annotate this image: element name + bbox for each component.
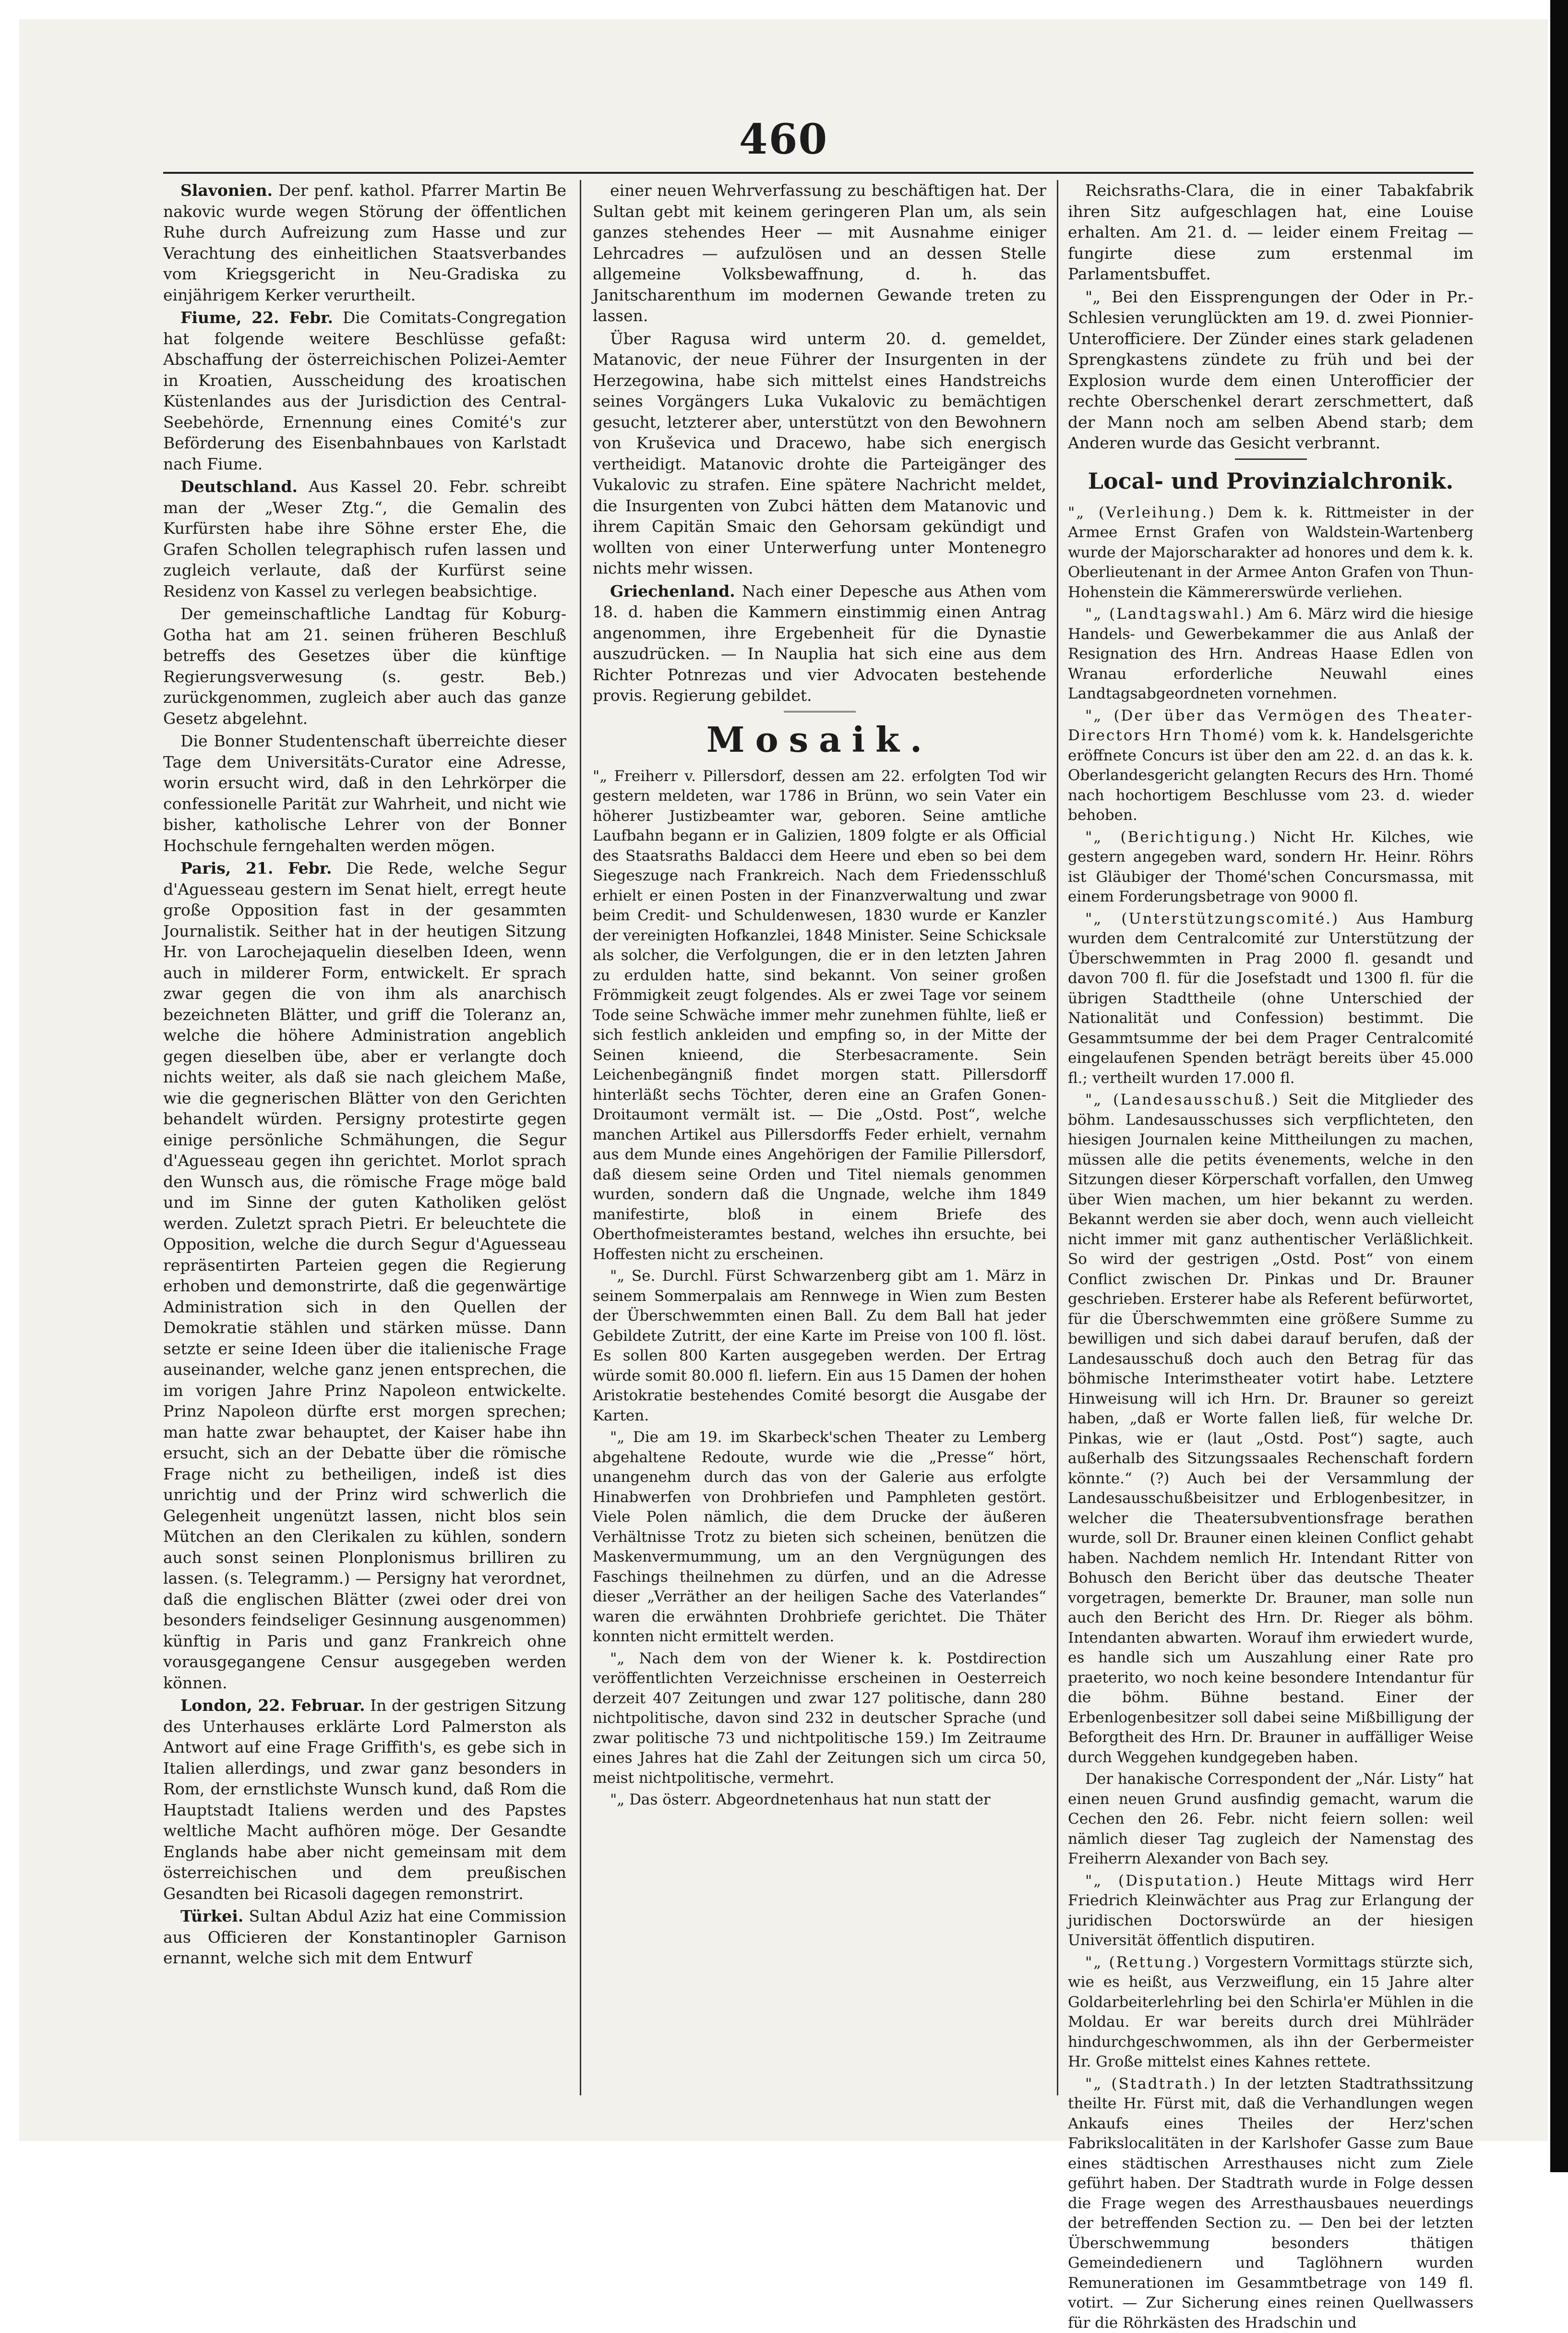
column-2 [593, 180, 1046, 2095]
article-heading: Slavonien. [180, 181, 273, 200]
article-text: Die Comitats-Congregation hat folgende weitere Beschlüsse gefaßt: Abschaffung der österreichischen Polizei-Aemter in Kroatien, Ausscheidung des kroatischen Küstenlandes aus der Jurisdiction des Central-Seebehörde, Ernennung eines Comité's zur Beförderung des Eisenbahnbaues von Karlstadt nach Fiume. [163, 308, 566, 473]
article-text: Aus Hamburg wurden dem Centralcomité zur Unterstützung der Überschwemmten in Prag 2000 fl. gesandt und davon 700 fl. für die Josefstadt und 1300 fl. für die übrigen Stadttheile (ohne Unterschied der Nationalität und Confession) bestimmt. Die Gesammtsumme der bei dem Prager Centralcomité eingelaufenen Spenden beträgt bereits über 45.000 fl.; vertheilt wurden 17.000 fl. [1068, 910, 1473, 1087]
article-heading: Paris, 21. Febr. [180, 859, 332, 878]
article-paragraph [163, 858, 566, 1693]
article-heading: Türkei. [180, 1907, 243, 1925]
article-text: Sultan Abdul Aziz hat eine Commission aus Officieren der Konstantinopler Garnison ernannt, welche sich mit dem Entwurf [163, 1907, 566, 1967]
article-paragraph [1068, 604, 1473, 704]
article-heading: "„ (Berichtigung.) [1085, 829, 1257, 846]
newspaper-page [19, 19, 1548, 2141]
column-divider [580, 180, 581, 2095]
local-chronicle-title: Local- und Provinzialchronik. [1068, 467, 1473, 495]
article-text: In der letzten Stadtrathssitzung theilte Hr. Fürst mit, daß die Verhandlungen wegen Ankaufs eines Theiles der Herz'schen Fabrikslocalitäten in der Karlshofer Gasse zum Baue eines städtischen Arresthauses nicht zum Ziele geführt haben. Der Stadtrath wurde in Folge dessen die Frage wegen des Arresthausbaues neuerdings der betreffenden Section zu. — Den bei der letzten Überschwemmung besonders thätigen Gemeindedienern und Taglöhnern wurden Remunerationen im Gesammtbetrage von 149 fl. votirt. — Zur Sicherung eines reinen Quellwassers für die Röhrkästen des Hradschin und [1068, 2075, 1473, 2332]
article-paragraph [1068, 706, 1473, 826]
article-paragraph [163, 476, 566, 601]
article-paragraph [1068, 1953, 1473, 2072]
article-paragraph [163, 180, 566, 305]
article-text: Nicht Hr. Kilches, wie gestern angegeben ward, sondern Hr. Heinr. Röhrs ist Gläubiger der Thomé'schen Concursmassa, mit einem Forderungsbetrage von 9000 fl. [1068, 829, 1473, 906]
article-heading: "„ (Unterstützungscomité.) [1085, 910, 1339, 927]
article-paragraph [593, 328, 1046, 579]
article-text: Heute Mittags wird Herr Friedrich Kleinwächter aus Prag zur Erlangung der juridischen Doctorswürde an der hiesigen Universität öffentlich disputiren. [1068, 1872, 1473, 1949]
article-paragraph [593, 581, 1046, 706]
article-text: Der penf. kathol. Pfarrer Martin Be nakovic wurde wegen Störung der öffentlichen Ruhe durch Aufreizung zum Hasse und zur Verachtung des einheitlichen Staatsverbandes vom Kriegsgericht in Neu-Gradiska zu einjährigem Kerker verurtheilt. [163, 181, 566, 304]
article-text: Die Bonner Studentenschaft überreichte dieser Tage dem Universitäts-Curator eine Adresse, worin ersucht wird, daß in den Lehrkörper die confessionelle Parität zur Wahrheit, und nicht wie bisher, katholische Lehrer von der Bonner Hochschule ferngehalten werden mögen. [163, 732, 566, 855]
article-text: Vorgestern Vormittags stürzte sich, wie es heißt, aus Verzweiflung, ein 15 Jahre alter Goldarbeiterlehrling bei den Schirla'er Mühlen in die Moldau. Er war bereits durch drei Mühlräder hindurchgeschwommen, als ihn der Gerbermeister Hr. Große mittelst eines Kahnes rettete. [1068, 1954, 1473, 2071]
article-paragraph [163, 603, 566, 729]
article-text: Über Ragusa wird unterm 20. d. gemeldet, Matanovic, der neue Führer der Insurgenten in der Herzegowina, habe sich mittelst eines Handstreichs seines Vorgängers Luka Vukalovic zu bemächtigen gesucht, letzterer aber, unterstützt von den Bewohnern von Kruševica und Dracewo, habe sich energisch vertheidigt. Matanovic drohte die Parteigänger des Vukalovic zu strafen. Eine spätere Nachricht meldet, die Insurgenten von Zubci hätten dem Matanovic und ihrem Capitän Smaic den Gehorsam gekündigt und wollten von einer Unterwerfung unter Montenegro nichts mehr wissen. [593, 329, 1046, 578]
article-text: Aus Kassel 20. Febr. schreibt man der „Weser Ztg.“, die Gemalin des Kurfürsten habe ihre Söhne erster Ehe, die Grafen Schollen telegraphisch rufen lassen und zugleich verlaute, daß der Kurfürst seine Residenz von Kassel zu verlegen beabsichtige. [163, 477, 566, 601]
article-heading: "„ (Stadtrath.) [1085, 2075, 1217, 2092]
article-text: Der hanakische Correspondent der „Nár. Listy“ hat einen neuen Grund ausfindig gemacht, warum die Cechen den 26. Febr. nicht feiern sollen: weil nämlich dieser Tag zugleich der Namenstag des Freiherrn Alexander von Bach sey. [1068, 1770, 1473, 1867]
article-text: Dem k. k. Rittmeister in der Armee Ernst Grafen von Waldstein-Wartenberg wurde der Majorscharakter ad honores und dem k. k. Oberlieutenant in der Armee Anton Grafen von Thun-Hohenstein die Kämmererswürde verliehen. [1068, 504, 1473, 601]
column-divider [1057, 180, 1058, 2095]
mosaik-title: Mosaik. [593, 721, 1046, 759]
article-heading: Griechenland. [610, 582, 735, 601]
article-text: Am 6. März wird die hiesige Handels- und Gewerbekammer die aus Anlaß der Resignation des Hrn. Andreas Haase Edlen von Wranau erforderliche Neuwahl eines Landtagsabgeordneten vornehmen. [1068, 605, 1473, 702]
article-text: einer neuen Wehrverfassung zu beschäftigen hat. Der Sultan gebt mit keinem geringeren Plan um, als sein ganzes stehendes Heer — mit Ausnahme einiger Lehrcadres — aufzulösen und an dessen Stelle allgemeine Volksbewaffnung, d. h. das Janitscharenthum im modernen Gewande treten zu lassen. [593, 181, 1046, 325]
article-paragraph [1068, 503, 1473, 603]
article-text: Seit die Mitglieder des böhm. Landesausschusses sich verpflichteten, den hiesigen Journalen keine Mittheilungen zu machen, müssen alle die petits évenements, welche in den Sitzungen dieser Körperschaft vorfallen, den Umweg über Wien machen, um hier bekannt zu werden. Bekannt werden sie aber doch, wenn auch vielleicht nicht immer mit ganz authentischer Verläßlichkeit. So wird der gestrigen „Ostd. Post“ von einem Conflict zwischen Dr. Pinkas und Dr. Brauner geschrieben. Ersterer habe als Referent befürwortet, für die Überschwemmten eine größere Summe zu bewilligen und sich dabei darauf berufen, daß der Landesausschuß doch auch den Betrag für das böhmische Interimstheater votirt habe. Letztere Hinweisung will ich Hrn. Dr. Brauner so gereizt haben, „daß er Worte fallen ließ, für welche Dr. Pinkas, wie er (laut „Ostd. Post“) sagte, auch außerhalb des Sitzungssaales Rechenschaft fordern könnte.“ (?) Auch bei der Versammlung der Landesausschußbeisitzer und Erblogenbesitzer, in welcher die Theatersubventionsfrage berathen wurde, soll Dr. Brauner einen kleinen Conflict gehabt haben. Nachdem nemlich Hr. Intendant Ritter von Bohusch den Bericht über das deutsche Theater vorgetragen, bemerkte Dr. Brauner, man solle nun auch den Bericht des Hrn. Dr. Rieger als böhm. Intendanten abwarten. Worauf ihm erwiedert wurde, es handle sich um Auszahlung einer Rate pro praeterito, wo noch keine besondere Intendantur für die böhm. Bühne bestand. Einer der Erbenlogenbesitzer soll dabei seine Mißbilligung der Beforgtheit des Hrn. Dr. Brauner in auffälliger Weise durch Weggehen kundgegeben haben. [1068, 1091, 1473, 1766]
header-rule [163, 172, 1473, 174]
article-text: In der gestrigen Sitzung des Unterhauses erklärte Lord Palmerston als Antwort auf eine Frage Griffith's, es gebe sich in Italien allerdings, und zwar ganz besonders in Rom, der ernstlichste Wunsch kund, daß Rom die Hauptstadt Italiens werden und des Papstes weltliche Macht aufhören möge. Der Gesandte Englands habe aber nicht gemeinsam mit dem österreichischen und dem preußischen Gesandten bei Ricasoli dagegen remonstrirt. [163, 1696, 566, 1903]
article-paragraph: "„ Freiherr v. Pillersdorf, dessen am 22. erfolgten Tod wir gestern meldeten, war 1786 in Brünn, wo sein Vater ein höherer Justizbeamter war, geboren. Seine amtliche Laufbahn begann er in Galizien, 1809 folgte er als Official des Staatsraths Baldacci dem Heere und eben so bei dem Siegeszuge nach Frankreich. Nach dem Friedensschluß erhielt er einen Posten in der Finanzverwaltung und zwar beim Credit- und Schuldenwesen, 1830 wurde er Kanzler der vereinigten Hofkanzlei, 1848 Minister. Seine Schicksale als solcher, die Verfolgungen, die er in den letzten Jahren zu erdulden hatte, sind bekannt. Von seiner großen Frömmigkeit zeugt folgendes. Als er zwei Tage vor seinem Tode seine Schwäche immer mehr zunehmen fühlte, ließ er sich festlich ankleiden und empfing so, in der Mitte der Seinen knieend, die Sterbesacramente. Sein Leichenbegängniß findet morgen statt. Pillersdorff hinterläßt sechs Töchter, deren eine an Grafen Gonen-Droitaumont vermält ist. — Die „Ostd. Post“, welche manchen Artikel aus Pillersdorffs Feder erhielt, vernahm aus dem Munde eines Angehörigen der Familie Pillersdorf, daß diesem seine Orden und Titel niemals genommen wurden, sondern daß die Ungnade, welche ihm 1849 manifestirte, bloß in einem Briefe des Oberthofmeisteramtes bestand, welches ihn ersuchte, bei Hoffesten nicht zu erscheinen. [593, 767, 1046, 1265]
article-paragraph: "„ Nach dem von der Wiener k. k. Postdirection veröffentlichten Verzeichnisse erscheinen in Oesterreich derzeit 407 Zeitungen und zwar 127 politische, dann 280 nichtpolitische, davon sind 232 in deutscher Sprache (und zwar politische 73 und nichtpolitische 159.) Im Zeitraume eines Jahres hat die Zahl der Zeitungen sich um circa 50, meist nichtpolitische, vermehrt. [593, 1649, 1046, 1789]
article-paragraph [593, 180, 1046, 326]
article-paragraph [163, 1906, 566, 1969]
article-paragraph: Reichsraths-Clara, die in einer Tabakfabrik ihren Sitz aufgeschlagen hat, eine Louise erhalten. Am 21. d. — leider einem Freitag — fungirte diese zum erstenmal im Parlamentsbuffet. [1068, 180, 1473, 285]
column-1 [163, 180, 566, 2095]
scan-edge [1550, 0, 1568, 2172]
article-text: Die Rede, welche Segur d'Aguesseau gestern im Senat hielt, erregt heute große Opposition fast in der gesammten Journalistik. Seither hat in der heutigen Sitzung Hr. von Larochejaquelin dieselben Ideen, wenn auch in milderer Form, entwickelt. Er sprach zwar gegen die von ihm als anarchisch bezeichneten Blätter, und griff die Toleranz an, welche die höhere Administration angeblich gegen dieselben übe, aber er verlangte doch nichts weiter, als daß sie nach gleichem Maße, wie die gegnerischen Blätter von den Gerichten behandelt würden. Persigny protestirte gegen einige persönliche Schmähungen, die Segur d'Aguesseau gegen ihn gerichtet. Morlot sprach den Wunsch aus, die römische Frage möge bald und im Sinne der guten Katholiken gelöst werden. Zuletzt sprach Pietri. Er beleuchtete die Opposition, welche die durch Segur d'Aguesseau repräsentirten Parteien gegen die Regierung erhoben und demonstrirte, daß die gegenwärtige Administration sich in den Quellen der Demokratie stählen und stärken müsse. Dann setzte er seine Ideen über die italienische Frage auseinander, welche ganz jenen entsprechen, die im vorigen Jahre Prinz Napoleon entwickelte. Prinz Napoleon dürfte erst morgen sprechen; man hatte zwar behauptet, der Kaiser habe ihn ersucht, sich an der Debatte über die römische Frage nicht zu betheiligen, indeß ist dies unrichtig und der Prinz wird schwerlich die Gelegenheit ungenützt lassen, nicht blos sein Mütchen an den Clerikalen zu kühlen, sondern auch sonst seinen Plonplonismus brilliren zu lassen. (s. Telegramm.) — Persigny hat verordnet, daß die englischen Blätter (zwei oder drei von besonders feindseliger Gesinnung ausgenommen) künftig in Paris und ganz Frankreich ohne vorausgegangene Censur ausgegeben werden können. [163, 859, 566, 1692]
article-heading: Deutschland. [180, 477, 298, 496]
article-heading: "„ (Landesausschuß.) [1085, 1091, 1280, 1108]
article-paragraph: "„ Se. Durchl. Fürst Schwarzenberg gibt am 1. März in seinem Sommerpalais am Rennwege in Wien zum Besten der Überschwemmten einen Ball. Zu dem Ball hat jeder Gebildete Zutritt, der eine Karte im Preise von 100 fl. löst. Es sollen 800 Karten ausgegeben werden. Der Ertrag würde somit 80.000 fl. liefern. Ein aus 15 Damen der hohen Aristokratie bestehendes Comité besorgt die Ausgabe der Karten. [593, 1266, 1046, 1426]
article-text: Nach einer Depesche aus Athen vom 18. d. haben die Kammern einstimmig einen Antrag angenommen, ihre Ergebenheit für die Dynastie auszudrücken. — In Nauplia hat sich eine aus dem Richter Potnrezas und vier Advocaten bestehende provis. Regierung gebildet. [593, 582, 1046, 705]
article-paragraph: "„ Das österr. Abgeordnetenhaus hat nun statt der [593, 1790, 1046, 1810]
article-paragraph [1068, 909, 1473, 1089]
article-heading: "„ (Disputation.) [1085, 1872, 1242, 1889]
page-number: 460 [19, 115, 1548, 164]
article-heading: "„ (Landtagswahl.) [1085, 605, 1253, 623]
section-rule [1235, 458, 1307, 460]
article-paragraph [1068, 1769, 1473, 1869]
article-paragraph: "„ Die am 19. im Skarbeck'schen Theater zu Lemberg abgehaltene Redoute, wurde wie die „Presse“ hört, unangenehm durch das von der Galerie aus erfolgte Hinabwerfen von Drohbriefen und Pamphleten gestört. Viele Polen nämlich, die dem Drucke der äußeren Verhältnisse Trotz zu bieten sich scheinen, benützen die Maskenvermummung, um an den Vergnügungen des Faschings theilnehmen zu dürfen, und an die Adresse dieser „Verräther an der heiligen Sache des Vaterlandes“ waren die erwähnten Drohbriefe gerichtet. Die Thäter konnten nicht ermittelt werden. [593, 1428, 1046, 1647]
article-heading: Fiume, 22. Febr. [180, 308, 333, 327]
article-paragraph [163, 1695, 566, 1904]
article-paragraph [163, 731, 566, 856]
article-heading: "„ (Verleihung.) [1068, 504, 1216, 521]
article-heading: "„ (Rettung.) [1085, 1954, 1200, 1971]
article-text: Der gemeinschaftliche Landtag für Koburg-Gotha hat am 21. seinen früheren Beschluß betreffs des Gesetzes über die künftige Regierungsverwesung (s. gestr. Beb.) zurückgenommen, zugleich aber auch das ganze Gesetz abgelehnt. [163, 604, 566, 728]
article-heading: "„ (Der über das Vermögen des Theater-Directors Hrn Thomé) [1068, 707, 1473, 745]
article-paragraph [1068, 1871, 1473, 1951]
article-paragraph [1068, 1090, 1473, 1768]
article-paragraph [1068, 2074, 1473, 2333]
section-rule [784, 711, 856, 714]
article-text: vom k. k. Handelsgerichte eröffnete Concurs ist über den am 22. d. an das k. k. Oberlandesgericht gelangten Recurs des Hrn. Thomé nach hochortigem Beschlusse vom 23. d. wieder behoben. [1068, 727, 1473, 824]
article-paragraph [163, 307, 566, 474]
article-paragraph: "„ Bei den Eissprengungen der Oder in Pr.-Schlesien verunglückten am 19. d. zwei Pionnier-Unterofficiere. Der Zünder eines stark geladenen Sprengkastens zündete zu früh und bei der Explosion wurde dem einen Unterofficier der rechte Oberschenkel derart zerschmettert, daß der Mann noch am selben Abend starb; dem Anderen wurde das Gesicht verbrannt. [1068, 287, 1473, 454]
column-3 [1068, 180, 1473, 2095]
article-paragraph [1068, 828, 1473, 907]
article-heading: London, 22. Februar. [180, 1696, 365, 1715]
